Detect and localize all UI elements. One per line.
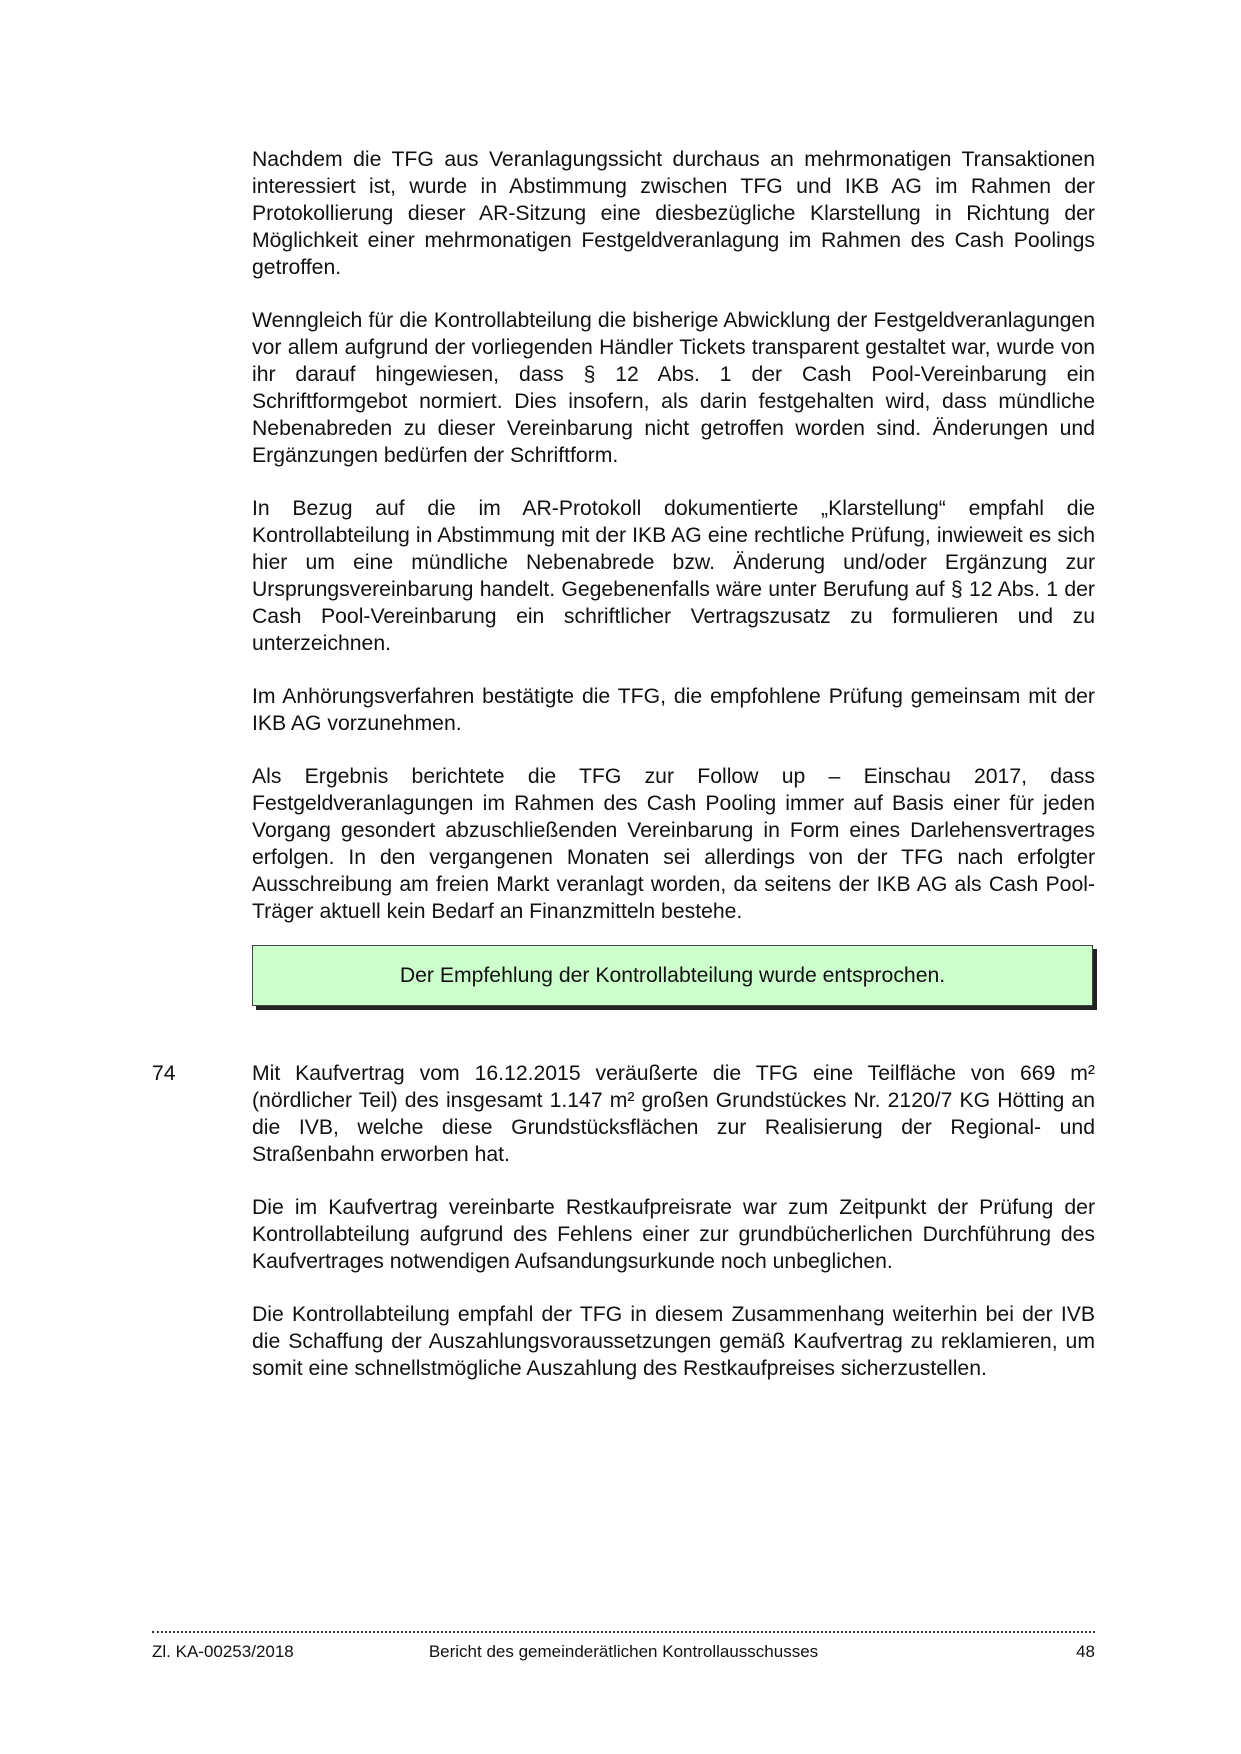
- section-number: 74: [152, 1062, 176, 1085]
- paragraph: In Bezug auf die im AR-Protokoll dokumentierte „Klarstellung“ empfahl die Kontrollabteilung in Abstimmung mit der IKB AG eine rechtliche Prüfung, inwieweit es sich hier um eine mündliche Nebenabrede bzw. Änderung und/oder Ergänzung zur Ursprungsvereinbarung handelt. Gegebenenfalls wäre unter Berufung auf § 12 Abs. 1 der Cash Pool-Vereinbarung ein schriftlicher Vertragszusatz zu formulieren und zu unterzeichnen.: [252, 497, 1095, 655]
- page-footer: [152, 1642, 1095, 1666]
- callout-text: Der Empfehlung der Kontrollabteilung wurde entsprochen.: [399, 963, 946, 987]
- paragraph: Die Kontrollabteilung empfahl der TFG in diesem Zusammenhang weiterhin bei der IVB die Schaffung der Auszahlungsvoraussetzungen gemäß Kaufvertrag zu reklamieren, um somit eine schnellstmögliche Auszahlung des Restkaufpreises sicherzustellen.: [252, 1303, 1095, 1380]
- section-body: [252, 1060, 1095, 1382]
- page-number: 48: [1076, 1642, 1095, 1661]
- footer-dotted-rule: [152, 1631, 1095, 1633]
- paragraph: Die im Kaufvertrag vereinbarte Restkaufpreisrate war zum Zeitpunkt der Prüfung der Kontrollabteilung aufgrund des Fehlens einer zur grundbücherlichen Durchführung des Kaufvertrages notwendigen Aufsandungsurkunde noch unbeglichen.: [252, 1196, 1095, 1273]
- footer-title: Bericht des gemeinderätlichen Kontrollausschusses: [428, 1642, 819, 1661]
- paragraph: Im Anhörungsverfahren bestätigte die TFG, die empfohlene Prüfung gemeinsam mit der IKB AG vorzunehmen.: [252, 685, 1095, 735]
- footer-reference: Zl. KA-00253/2018: [152, 1642, 294, 1661]
- paragraph: Wenngleich für die Kontrollabteilung die bisherige Abwicklung der Festgeldveranlagungen vor allem aufgrund der vorliegenden Händler Tickets transparent gestaltet war, wurde von ihr darauf hingewiesen, dass § 12 Abs. 1 der Cash Pool-Vereinbarung ein Schriftformgebot normiert. Dies insofern, als darin festgehalten wird, dass mündliche Nebenabreden zu dieser Vereinbarung nicht getroffen worden sind. Änderungen und Ergänzungen bedürfen der Schriftform.: [252, 309, 1095, 467]
- paragraph: Mit Kaufvertrag vom 16.12.2015 veräußerte die TFG eine Teilfläche von 669 m² (nördlicher Teil) des insgesamt 1.147 m² großen Grundstückes Nr. 2120/7 KG Hötting an die IVB, welche diese Grundstücksflächen zur Realisierung der Regional- und Straßenbahn erworben hat.: [252, 1062, 1095, 1166]
- paragraph: Als Ergebnis berichtete die TFG zur Follow up – Einschau 2017, dass Festgeldveranlagungen im Rahmen des Cash Pooling immer auf Basis einer für jeden Vorgang gesondert abzuschließenden Vereinbarung in Form eines Darlehensvertrages erfolgen. In den vergangenen Monaten sei allerdings von der TFG nach erfolgter Ausschreibung am freien Markt veranlagt worden, da seitens der IKB AG als Cash Pool-Träger aktuell kein Bedarf an Finanzmitteln bestehe.: [252, 765, 1095, 923]
- recommendation-callout-box: [252, 945, 1093, 1006]
- paragraph: Nachdem die TFG aus Veranlagungssicht durchaus an mehrmonatigen Transaktionen interessiert ist, wurde in Abstimmung zwischen TFG und IKB AG im Rahmen der Protokollierung dieser AR-Sitzung eine diesbezügliche Klarstellung in Richtung der Möglichkeit einer mehrmonatigen Festgeldveranlagung im Rahmen des Cash Poolings getroffen.: [252, 148, 1095, 279]
- body-text-top: [252, 146, 1095, 925]
